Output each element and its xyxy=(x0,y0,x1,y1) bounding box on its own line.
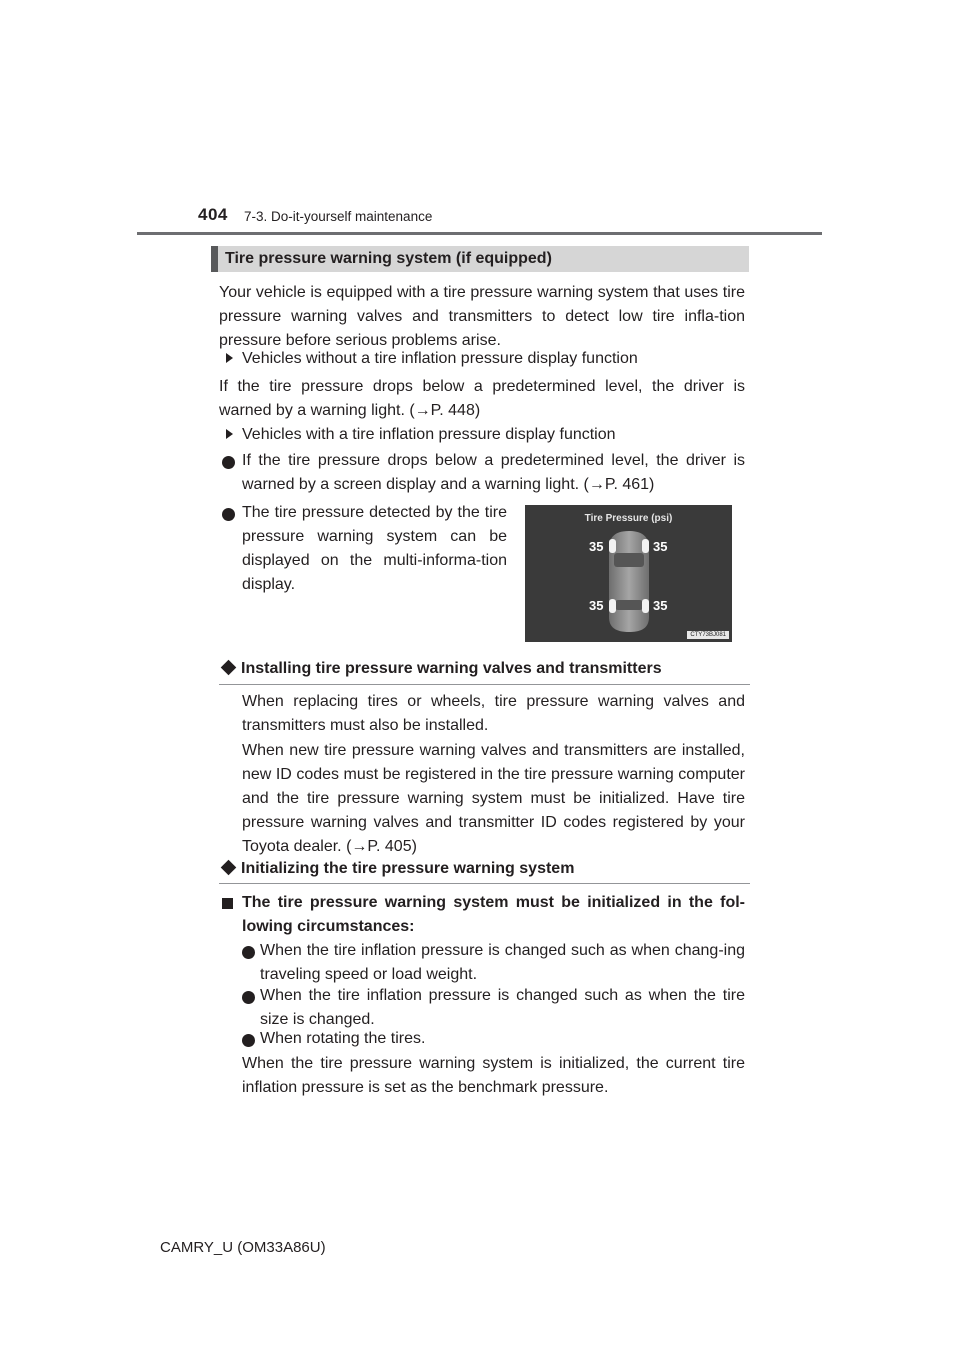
case1-heading-text: Vehicles without a tire inflation pressure display function xyxy=(242,350,638,367)
rear-left-tire-icon xyxy=(609,599,616,613)
topic-title-bar xyxy=(211,246,749,272)
initializing-bullet-3: When rotating the tires. xyxy=(260,1030,426,1047)
footer-model-code: CAMRY_U (OM33A86U) xyxy=(160,1239,326,1256)
section-title: 7-3. Do-it-yourself maintenance xyxy=(244,209,433,224)
arrow-right-icon xyxy=(226,353,233,363)
image-code: CTY73BJ081 xyxy=(687,631,729,639)
initializing-heading-text: Initializing the tire pressure warning system xyxy=(241,860,575,877)
bullet-dot-icon xyxy=(222,508,235,521)
initializing-rule xyxy=(219,883,750,884)
display-title: Tire Pressure (psi) xyxy=(584,513,673,524)
initializing-heading xyxy=(220,860,750,878)
initializing-bullet-2: When the tire inflation pressure is changed such as when the tire size is changed. xyxy=(260,987,745,1028)
installing-para1: When replacing tires or wheels, tire pressure warning valves and transmitters must also be installed. xyxy=(242,693,745,734)
header-rule xyxy=(137,232,822,235)
installing-para2: When new tire pressure warning valves and transmitters are installed, new ID codes must be registered in the tire pressure warning computer and the tire pressure warning system must be initialized. Have tire pressure warning valves and transmitter ID codes registered by your Toyota dealer. (→P. 405) xyxy=(242,742,745,855)
arrow-right-icon xyxy=(226,429,233,439)
initializing-bullet-1: When the tire inflation pressure is changed such as when chang-ing traveling speed or load weight. xyxy=(260,942,745,983)
case2-heading-text: Vehicles with a tire inflation pressure display function xyxy=(242,426,616,443)
bullet-dot-icon xyxy=(242,946,255,959)
intro-paragraph: Your vehicle is equipped with a tire pressure warning system that uses tire pressure warning valves and transmitters to detect low tire infla-tion pressure before serious problems arise. xyxy=(219,284,745,349)
tire-pressure-display-image xyxy=(525,505,732,642)
front-right-pressure: 35 xyxy=(653,539,668,554)
page-number: 404 xyxy=(198,205,228,224)
installing-rule xyxy=(219,684,750,685)
initializing-closing: When the tire pressure warning system is initialized, the current tire inflation pressure is set as the benchmark pressure. xyxy=(242,1055,745,1096)
rear-left-pressure: 35 xyxy=(589,598,604,613)
front-left-tire-icon xyxy=(609,539,616,553)
bullet-dot-icon xyxy=(222,456,235,469)
bullet-dot-icon xyxy=(242,1034,255,1047)
case2-bullet2: The tire pressure detected by the tire pressure warning system can be displayed on the multi-informa-tion display. xyxy=(242,504,507,593)
car-top-view xyxy=(525,505,732,642)
rear-right-pressure: 35 xyxy=(653,598,668,613)
case2-bullet1: If the tire pressure drops below a predetermined level, the driver is warned by a screen display and a warning light. (→P. 461) xyxy=(242,452,745,493)
case1-heading xyxy=(226,350,746,368)
installing-heading-text: Installing tire pressure warning valves and transmitters xyxy=(241,660,662,677)
case2-heading xyxy=(226,426,746,444)
installing-heading xyxy=(220,660,750,678)
initializing-subheading: The tire pressure warning system must be initialized in the fol-lowing circumstances: xyxy=(242,894,745,935)
diamond-icon xyxy=(221,860,237,876)
topic-title: Tire pressure warning system (if equipped) xyxy=(225,250,552,267)
front-left-pressure: 35 xyxy=(589,539,604,554)
title-accent xyxy=(211,246,218,272)
front-right-tire-icon xyxy=(642,539,649,553)
bullet-dot-icon xyxy=(242,991,255,1004)
rear-right-tire-icon xyxy=(642,599,649,613)
case1-text: If the tire pressure drops below a predetermined level, the driver is warned by a warning light. (→P. 448) xyxy=(219,378,745,419)
square-bullet-icon xyxy=(222,898,233,909)
diamond-icon xyxy=(221,660,237,676)
